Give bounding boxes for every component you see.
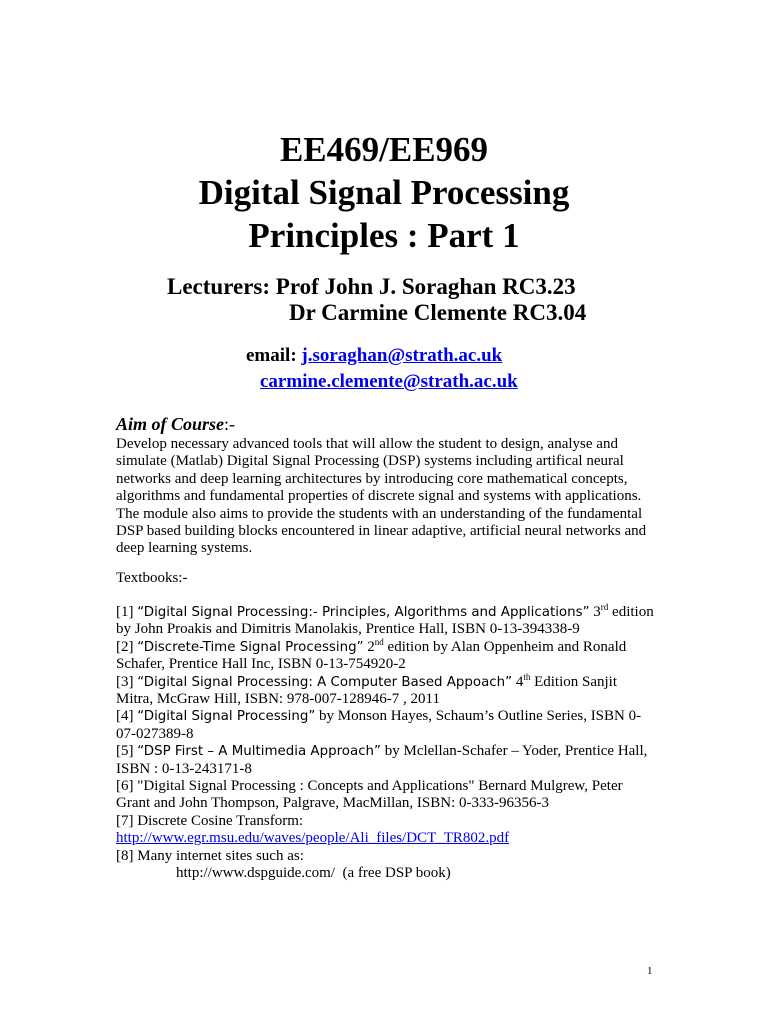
ref-title: “Digital Signal Processing” [137,709,316,725]
ref-title: “Discrete-Time Signal Processing” [137,639,364,655]
dspguide-url: http://www.dspguide.com/ [176,865,336,882]
course-code: EE469/EE969 [279,130,489,169]
reference-item: [8] Many internet sites such as: [116,847,304,864]
ref-details: edition by John Proakis and Dimitris Manolakis, Prentice Hall, ISBN 0-13-394338-9 [116,604,654,638]
course-part: Principles : Part 1 [248,216,520,255]
email-link-2[interactable]: carmine.clemente@strath.ac.uk [260,371,518,392]
ref-number: [2] [116,638,138,655]
reference-link-row [116,830,656,847]
ref-title: “Digital Signal Processing: A Computer Based Appoach” [137,674,513,690]
aim-heading-suffix: :- [224,414,236,434]
document-title [0,128,768,257]
reference-list [116,604,656,883]
dspguide-note: (a free DSP book) [342,865,451,882]
ref-number: [3] [116,673,138,690]
lecturer-line-2 [289,298,586,328]
reference-item [116,636,656,674]
aim-heading [116,413,235,435]
ref-details: by Mclellan-Schafer – Yoder, Prentice Hall, ISBN : 0-13-243171-8 [116,743,648,777]
email-link-1[interactable]: j.soraghan@strath.ac.uk [301,345,503,366]
aim-paragraph: Develop necessary advanced tools that will allow the student to design, analyse and simulate (Matlab) Digital Signal Processing (DSP) systems including artifical neural networks and deep learning architectures by introducing core mathematical concepts, algorithms and fundamental properties of discrete signal and systems with applications. The module also aims to provide the students with an understanding of the fundamental DSP based building blocks encountered in linear adaptive, artificial neural networks and deep learning systems. [116,436,647,557]
ref-number: [5] [116,743,138,760]
course-name: Digital Signal Processing [198,173,570,212]
email-line-2 [260,370,518,394]
email-label: email: [246,345,297,366]
ref-edition-suffix: th [523,671,531,682]
reference-item [116,604,656,639]
reference-item: [6] "Digital Signal Processing : Concepts and Applications" Bernard Mulgrew, Peter Grant and John Thompson, Palgrave, MacMillan, ISBN: 0-333-96356-3 [116,778,623,812]
lecturer-name-2: Dr Carmine Clemente RC3.04 [289,300,587,325]
ref-edition-suffix: nd [374,636,384,647]
ref-edition: 3 [589,604,601,620]
lecturers-label: Lecturers: [167,274,271,299]
aim-heading-title: Aim of Course [116,414,225,434]
dct-paper-link[interactable]: http://www.egr.msu.edu/waves/people/Ali_files/DCT_TR802.pdf [116,830,510,847]
ref-number: [4] [116,708,138,725]
ref-edition-suffix: rd [600,602,609,612]
reference-item [116,671,656,709]
reference-url-row [116,865,656,882]
ref-details: Edition Sanjit Mitra, McGraw Hill, ISBN: 978-007-128946-7 , 2011 [116,673,618,708]
reference-item: [7] Discrete Cosine Transform: [116,812,304,829]
ref-edition: 4 [512,673,524,690]
reference-item [116,708,656,743]
email-line-1 [246,344,502,368]
page-number: 1 [647,965,653,977]
ref-title: “DSP First – A Multimedia Approach” [137,744,381,760]
ref-edition: 2 [363,638,375,655]
aim-body [116,436,656,558]
ref-details: edition by Alan Oppenheim and Ronald Schafer, Prentice Hall Inc, ISBN 0-13-754920-2 [116,638,627,673]
lecturer-name-1: Prof John J. Soraghan RC3.23 [275,274,576,299]
reference-item [116,743,656,778]
ref-details: by Monson Hayes, Schaum’s Outline Series, ISBN 0-07-027389-8 [116,708,642,742]
textbooks-label-text: Textbooks:- [116,570,188,586]
textbooks-label [116,570,656,587]
ref-title: “Digital Signal Processing:- Principles, Algorithms and Applications” [137,605,590,620]
ref-number: [1] [116,604,138,620]
